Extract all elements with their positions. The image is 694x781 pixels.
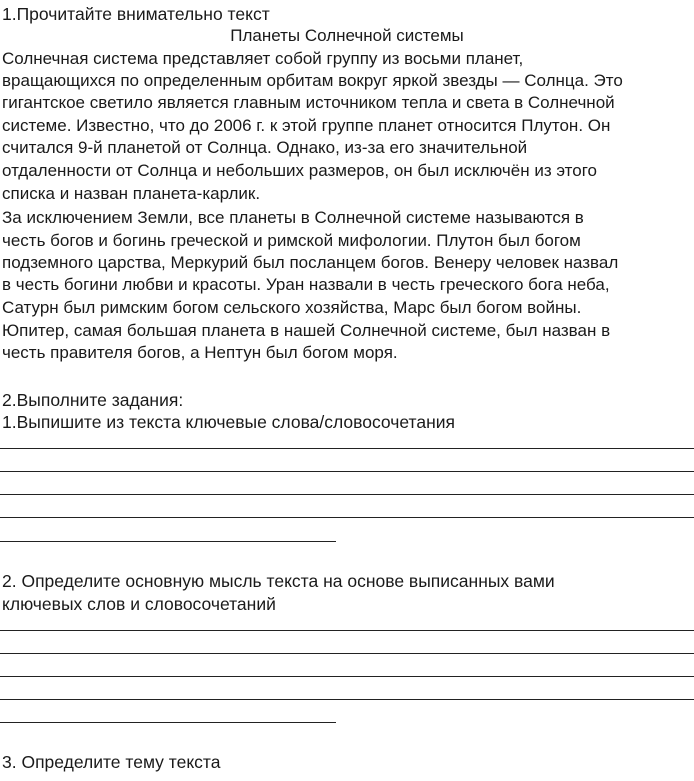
paragraph-line: списка и назван планета-карлик. — [2, 184, 261, 203]
answer-line — [0, 630, 694, 631]
paragraph-line: считался 9-й планетой от Солнца. Однако, из-за его значительной — [2, 138, 528, 157]
answer-line — [0, 676, 694, 677]
question-2-line: ключевых слов и словосочетаний — [2, 594, 276, 614]
answer-line — [0, 494, 694, 495]
question-3: 3. Определите тему текста — [2, 752, 221, 772]
paragraph-line: честь правителя богов, а Нептун был богом моря. — [2, 343, 398, 362]
paragraph-line: За исключением Земли, все планеты в Солнечной системе называются в — [2, 208, 584, 227]
paragraph-line: честь богов и богинь греческой и римской мифологии. Плутон был богом — [2, 231, 581, 250]
paragraph-line: гигантское светило является главным источником тепла и света в Солнечной — [2, 93, 615, 112]
paragraph-line: системе. Известно, что до 2006 г. к этой группе планет относится Плутон. Он — [2, 116, 611, 135]
text-title: Планеты Солнечной системы — [230, 26, 464, 45]
answer-line — [0, 653, 694, 654]
task2-heading: 2.Выполните задания: — [2, 390, 184, 410]
answer-line — [0, 471, 694, 472]
question-2-line: 2. Определите основную мысль текста на основе выписанных вами — [2, 571, 555, 591]
answer-line — [0, 541, 336, 542]
answer-line — [0, 517, 694, 518]
paragraph-line: Сатурн был римским богом сельского хозяйства, Марс был богом войны. — [2, 298, 582, 317]
task1-heading: 1.Прочитайте внимательно текст — [2, 4, 270, 24]
answer-line — [0, 699, 694, 700]
paragraph-line: отдаленности от Солнца и небольших размеров, он был исключён из этого — [2, 161, 597, 180]
paragraph-line: вращающихся по определенным орбитам вокруг яркой звезды — Солнца. Это — [2, 71, 623, 90]
paragraph-line: в честь богини любви и красоты. Уран назвали в честь греческого бога неба, — [2, 275, 610, 294]
question-1: 1.Выпишите из текста ключевые слова/словосочетания — [2, 412, 456, 432]
paragraph-line: подземного царства, Меркурий был посланцем богов. Венеру человек назвал — [2, 253, 619, 272]
paragraph-line: Юпитер, самая большая планета в нашей Солнечной системе, был назван в — [2, 321, 611, 340]
answer-line — [0, 448, 694, 449]
paragraph-line: Солнечная система представляет собой группу из восьми планет, — [2, 49, 524, 68]
answer-line — [0, 722, 336, 723]
